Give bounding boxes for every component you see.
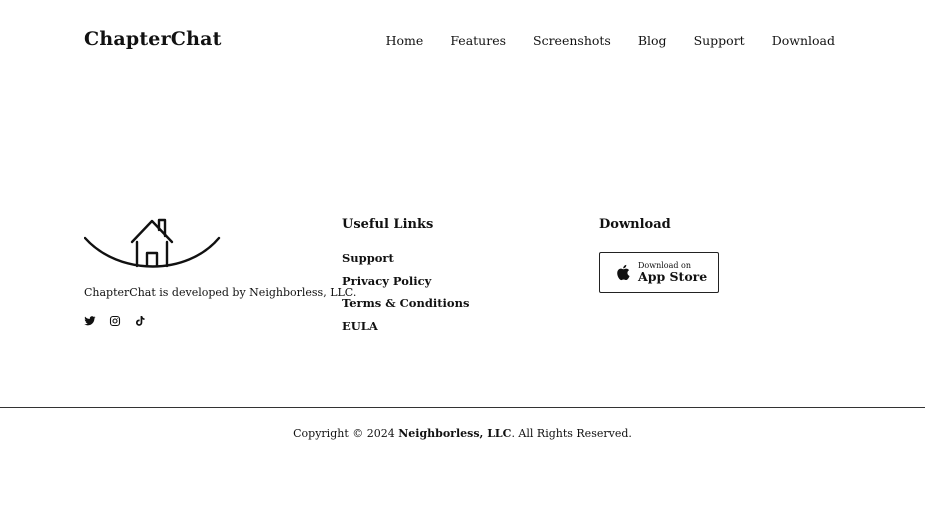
social-links [84, 315, 324, 327]
house-smile-logo-icon [84, 216, 222, 272]
tiktok-link[interactable] [134, 315, 146, 327]
footer-link-terms[interactable]: Terms & Conditions [342, 296, 470, 310]
instagram-icon [109, 315, 121, 327]
footer-divider [0, 407, 925, 408]
useful-links-list [342, 251, 562, 333]
footer-link-privacy-policy[interactable]: Privacy Policy [342, 273, 432, 288]
instagram-link[interactable] [109, 315, 121, 327]
footer-link-eula[interactable]: EULA [342, 318, 378, 333]
useful-links-column [342, 214, 562, 333]
nav-support[interactable]: Support [693, 33, 745, 48]
twitter-icon [84, 315, 96, 327]
nav-download[interactable]: Download [771, 33, 835, 48]
twitter-link[interactable] [84, 315, 96, 327]
download-column [599, 214, 799, 293]
app-store-badge-text [638, 261, 707, 285]
nav-home[interactable]: Home [385, 33, 424, 48]
download-title: Download [599, 217, 671, 232]
badge-big-text: App Store [638, 268, 708, 284]
main-nav [386, 33, 835, 48]
brand-logo-link[interactable]: ChapterChat [84, 28, 222, 50]
tiktok-icon [134, 315, 146, 327]
copyright-suffix: . All Rights Reserved. [511, 427, 632, 440]
apple-icon [616, 264, 630, 281]
nav-screenshots[interactable]: Screenshots [533, 33, 611, 48]
developer-credit: ChapterChat is developed by Neighborless, LLC. [84, 286, 357, 299]
useful-links-title: Useful Links [342, 217, 434, 232]
nav-blog[interactable]: Blog [637, 33, 667, 48]
copyright-prefix: Copyright © 2024 [293, 427, 399, 440]
nav-features[interactable]: Features [450, 33, 507, 48]
copyright-company: Neighborless, LLC [398, 427, 512, 440]
footer-brand-column [84, 214, 357, 327]
badge-small-text: Download on [638, 260, 692, 270]
site-header [0, 0, 925, 82]
app-store-badge-button[interactable] [599, 252, 719, 293]
footer-link-support[interactable]: Support [342, 251, 394, 265]
copyright-text [0, 427, 925, 440]
